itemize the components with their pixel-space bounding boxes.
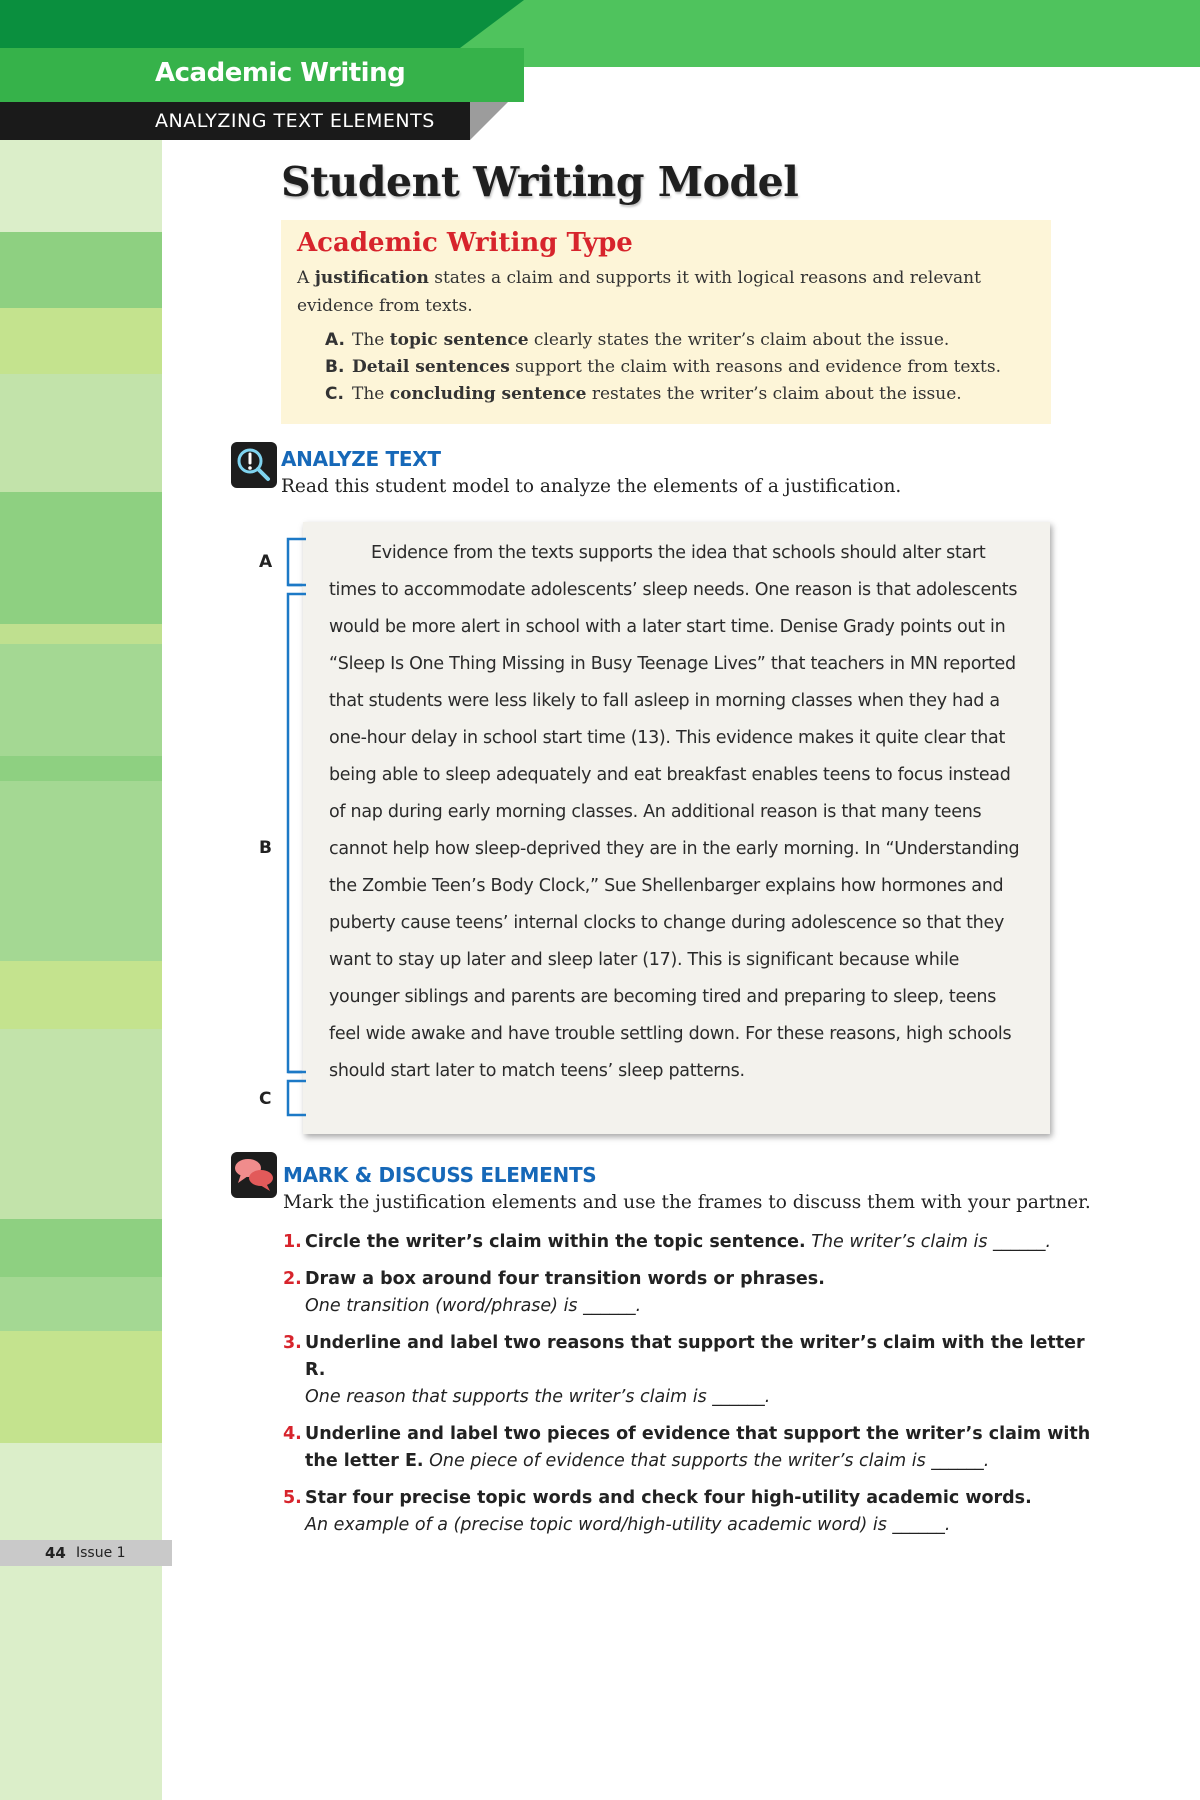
question-number: 5. [283,1488,302,1508]
definition-text: states a claim and supports it with logical reasons and relevant evidence from texts. [297,268,981,316]
question-frame: The writer’s claim is ______. [811,1232,1052,1252]
definition-text: A [297,268,315,288]
element-text: support the claim with reasons and evidence from texts. [509,357,1002,377]
bracket-label-c: C [259,1089,272,1109]
question-frame: One reason that supports the writer’s claim is ______. [305,1387,771,1407]
header-subtitle-corner [470,102,508,140]
bracket-label-a: A [259,552,273,572]
question-number: 1. [283,1232,302,1252]
analyze-instruction: Read this student model to analyze the elements of a justification. [281,476,902,497]
question-list [283,1229,1103,1549]
header-dark-band [0,0,460,48]
header-dark-corner [460,0,524,48]
element-letter: C. [325,384,344,404]
bracket-label-b: B [259,838,272,858]
question-item [283,1485,1103,1539]
element-brackets [280,535,310,1125]
question-task: Circle the writer’s claim within the topic sentence. [305,1232,806,1252]
question-item [283,1421,1103,1475]
section-subtitle: ANALYZING TEXT ELEMENTS [155,110,435,132]
question-number: 4. [283,1424,302,1444]
element-text: The [352,384,390,404]
writing-type-heading: Academic Writing Type [297,228,633,258]
element-text: restates the writer’s claim about the issue. [586,384,962,404]
element-text: clearly states the writer’s claim about the issue. [528,330,950,350]
element-term: topic sentence [389,330,529,350]
magnifier-question-icon [231,442,277,488]
question-task: Underline and label two reasons that support the writer’s claim with the letter R. [305,1333,1085,1380]
section-title: Academic Writing [155,58,406,88]
discuss-instruction: Mark the justification elements and use the frames to discuss them with your partner. [283,1192,1091,1213]
discuss-heading: MARK & DISCUSS ELEMENTS [283,1163,597,1187]
question-item [283,1330,1103,1411]
element-item-c [325,381,1035,408]
question-frame: An example of a (precise topic word/high-utility academic word) is ______. [305,1515,951,1535]
element-term: Detail sentences [352,357,510,377]
element-letter: A. [325,330,345,350]
page-number: 44 [45,1544,66,1562]
writing-type-box [281,220,1051,424]
question-frame: One transition (word/phrase) is ______. [305,1296,642,1316]
element-text: The [352,330,390,350]
element-term: concluding sentence [389,384,587,404]
side-stripe-band [0,140,162,1600]
question-number: 2. [283,1269,302,1289]
writing-type-elements [325,327,1035,408]
question-frame: One piece of evidence that supports the writer’s claim is ______. [429,1451,990,1471]
essay-text-block [329,535,1029,1090]
question-task: Star four precise topic words and check four high-utility academic words. [305,1488,1032,1508]
page-title: Student Writing Model [281,158,799,206]
element-item-b [325,354,1035,381]
element-letter: B. [325,357,345,377]
question-task: Underline and label two pieces of evidence that support the writer’s claim with the letter E. [305,1424,1091,1471]
question-number: 3. [283,1333,302,1353]
analyze-heading: ANALYZE TEXT [281,447,441,471]
question-task: Draw a box around four transition words or phrases. [305,1269,825,1289]
element-item-a [325,327,1035,354]
speech-bubbles-icon [231,1152,277,1198]
writing-type-definition [297,264,1035,320]
question-item [283,1266,1103,1320]
definition-term: justification [314,268,429,288]
issue-label: Issue 1 [76,1545,126,1561]
question-item [283,1229,1103,1256]
essay-paragraph: Evidence from the texts supports the idea that schools should alter start times to accommodate adolescents’ sleep needs. One reason is that adolescents would be more alert in school with a later start time. Denise Grady points out in “Sleep Is One Thing Missing in Busy Teenage Lives” that teachers in MN reported that students were less likely to fall asleep in morning classes when they had a one-hour delay in school start time (13). This evidence makes it quite clear that being able to sleep adequately and eat breakfast enables teens to focus instead of nap during early morning classes. An additional reason is that many teens cannot help how sleep-deprived they are in the early morning. In “Understanding the Zombie Teen’s Body Clock,” Sue Shellenbarger explains how hormones and puberty cause teens’ internal clocks to change during adolescence so that they want to stay up later and sleep later (17). This is significant because while younger siblings and parents are becoming tired and preparing to sleep, teens feel wide awake and have trouble settling down. For these reasons, high schools should start later to match teens’ sleep patterns. [329,543,1020,1081]
